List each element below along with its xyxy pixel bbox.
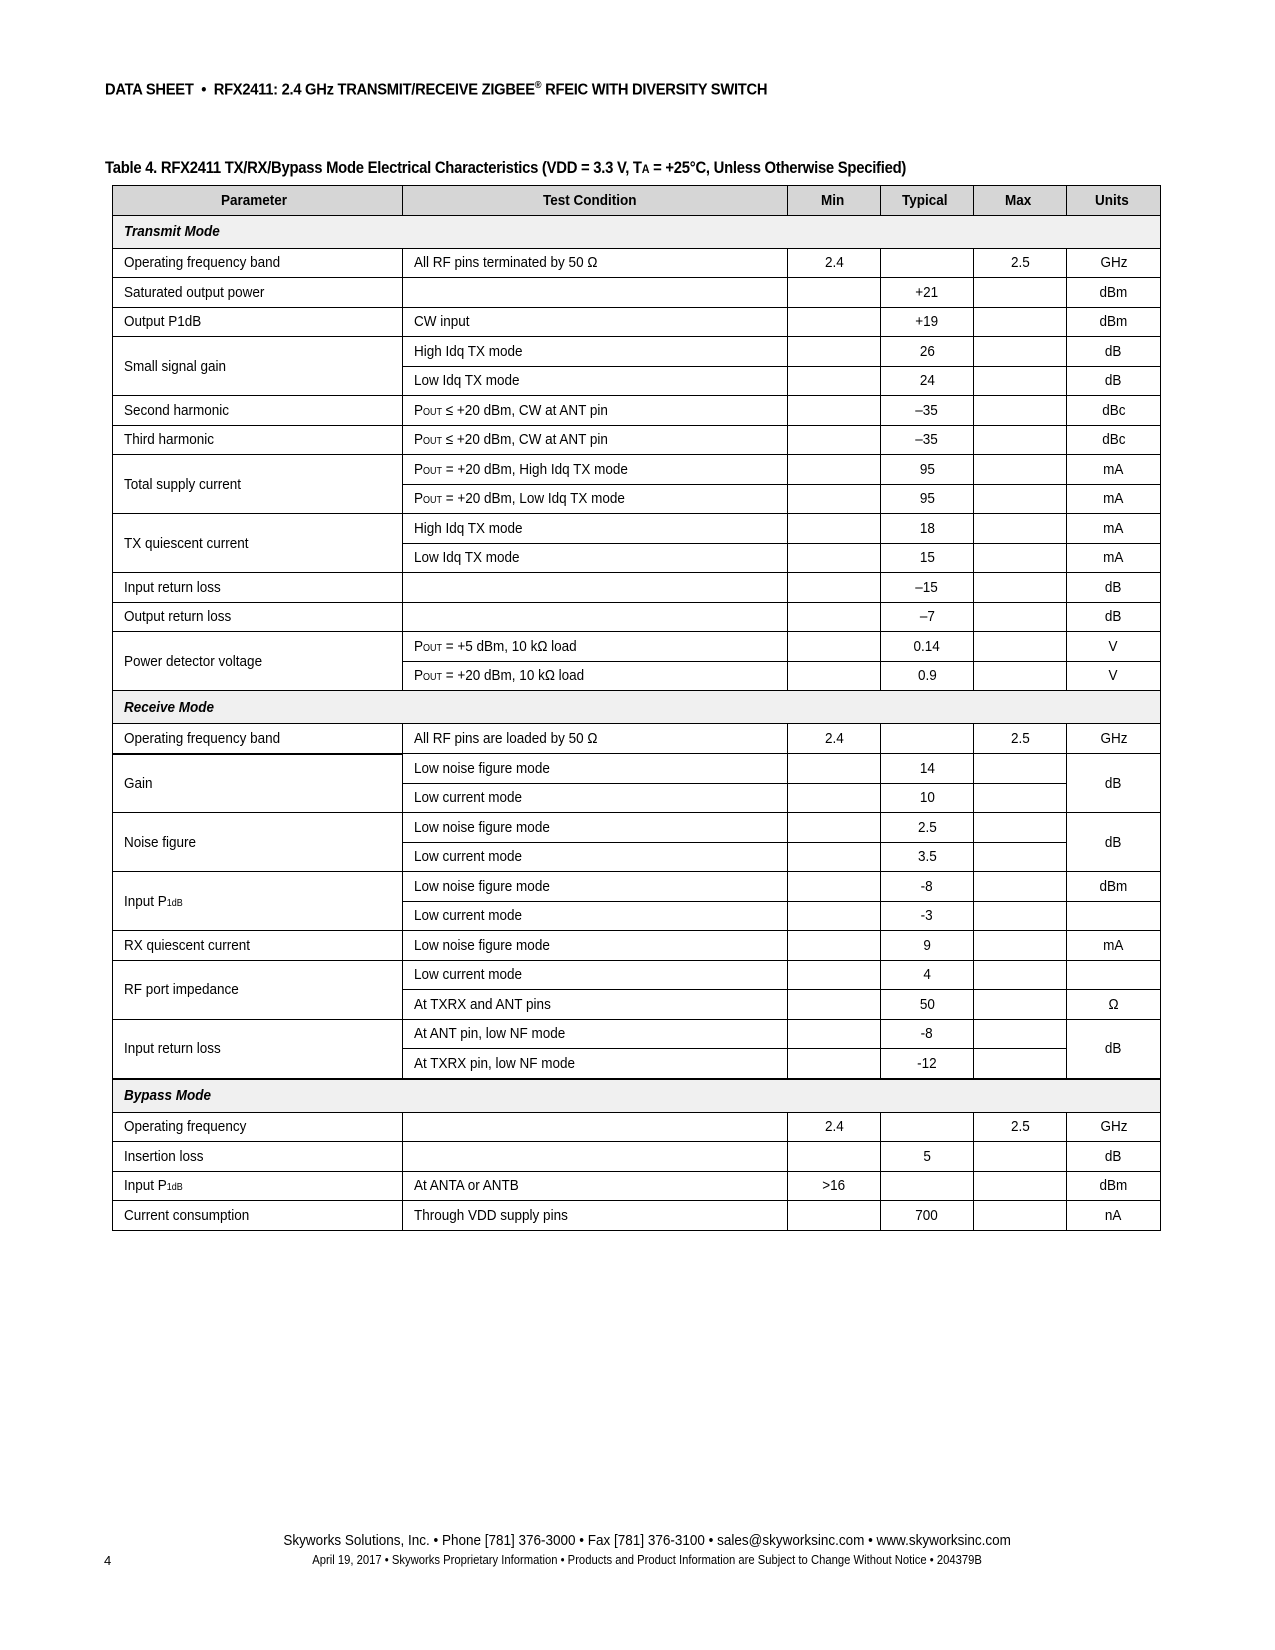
table-row: Low current mode -3 [113,901,1161,931]
table-row: Operating frequency 2.4 2.5 GHz [113,1112,1161,1142]
table-row: At TXRX and ANT pins 50 Ω [113,990,1161,1020]
table-row: Second harmonic POUT ≤ +20 dBm, CW at ANT pin –35 dBc [113,396,1161,426]
header-title: RFX2411: 2.4 GHz TRANSMIT/RECEIVE ZIGBEE [213,81,535,99]
table-row: Saturated output power +21 dBm [113,278,1161,308]
table-row: Small signal gain High Idq TX mode 26 dB [113,337,1161,367]
table-row: Power detector voltage POUT = +5 dBm, 10 kΩ load 0.14 V [113,632,1161,662]
header-prefix: DATA SHEET [105,81,194,99]
section-row-receive: Receive Mode [113,691,1161,724]
table-row: Gain Low noise figure mode 14 dB [113,754,1161,784]
column-header-parameter: Parameter [113,186,403,216]
table-row: RF port impedance Low current mode 4 [113,960,1161,990]
table-row: Input return loss At ANT pin, low NF mode -8 dB [113,1019,1161,1049]
table-header-row [113,186,1161,216]
column-header-units: Units [1067,186,1161,216]
column-header-typical: Typical [881,186,974,216]
table-row: POUT = +20 dBm, Low Idq TX mode 95 mA [113,484,1161,514]
table-row: Low current mode 10 [113,783,1161,813]
section-row-transmit: Transmit Mode [113,215,1161,248]
table-caption [105,159,906,178]
table-row: Input return loss –15 dB [113,573,1161,603]
footer-notice-line: April 19, 2017 • Skyworks Proprietary Information • Products and Product Information are Subject to Change Without Notice • 204379B [312,1553,983,1567]
table-row: Operating frequency band All RF pins are loaded by 50 Ω 2.4 2.5 GHz [113,724,1161,754]
table-row: At TXRX pin, low NF mode -12 [113,1049,1161,1079]
document-header [105,80,767,99]
table-row: Input P1dB At ANTA or ANTB >16 dBm [113,1171,1161,1201]
table-row: Low current mode 3.5 [113,842,1161,872]
electrical-characteristics-table [112,185,1161,1231]
table-row: Third harmonic POUT ≤ +20 dBm, CW at ANT pin –35 dBc [113,425,1161,455]
table-row: Current consumption Through VDD supply pins 700 nA [113,1201,1161,1231]
registered-mark: ® [534,80,542,91]
column-header-max: Max [974,186,1067,216]
table-row: Low Idq TX mode 24 dB [113,366,1161,396]
column-header-min: Min [788,186,881,216]
table-row: POUT = +20 dBm, 10 kΩ load 0.9 V [113,661,1161,691]
table-row: RX quiescent current Low noise figure mode 9 mA [113,931,1161,961]
table-row: Insertion loss 5 dB [113,1142,1161,1172]
section-row-bypass: Bypass Mode [113,1079,1161,1113]
page-number: 4 [104,1553,112,1568]
table-row: Input P1dB Low noise figure mode -8 dBm [113,872,1161,902]
column-header-test-condition: Test Condition [403,186,788,216]
table-row: Low Idq TX mode 15 mA [113,543,1161,573]
table-row: Total supply current POUT = +20 dBm, High Idq TX mode 95 mA [113,455,1161,485]
caption-main: Table 4. RFX2411 TX/RX/Bypass Mode Electrical Characteristics (VDD = 3.3 V, T [105,159,642,177]
header-bullet: • [201,81,207,99]
table-row: Noise figure Low noise figure mode 2.5 dB [113,813,1161,843]
table-row: Output return loss –7 dB [113,602,1161,632]
table-row: Operating frequency band All RF pins terminated by 50 Ω 2.4 2.5 GHz [113,248,1161,278]
table-row: Output P1dB CW input +19 dBm [113,307,1161,337]
caption-subscript: A [641,162,650,176]
footer-contact-line: Skyworks Solutions, Inc. • Phone [781] 376-3000 • Fax [781] 376-3100 • sales@skyworksinc.com • www.skyworksinc.com [283,1532,1012,1549]
header-title-rest: RFEIC WITH DIVERSITY SWITCH [545,81,768,99]
caption-rest: = +25°C, Unless Otherwise Specified) [649,159,907,177]
table-row: TX quiescent current High Idq TX mode 18 mA [113,514,1161,544]
